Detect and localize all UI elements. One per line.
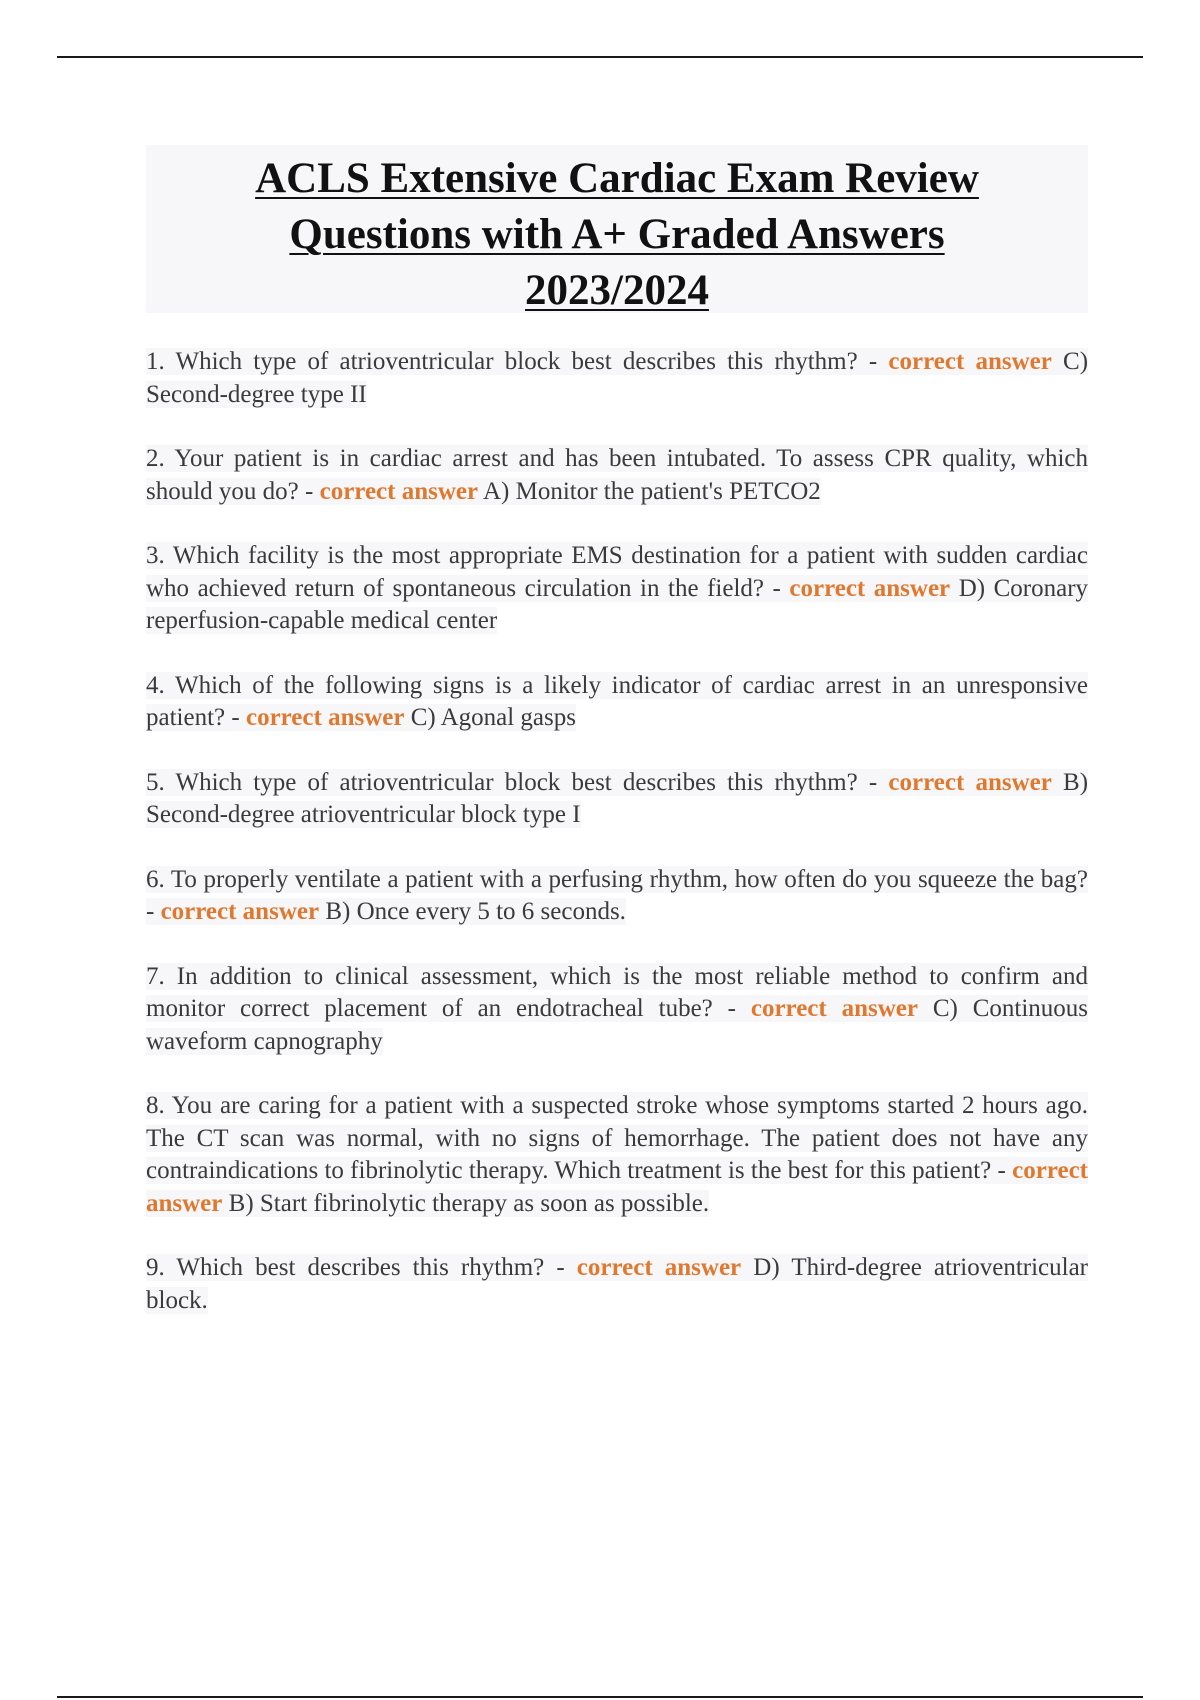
title-line: Questions with A+ Graded Answers	[289, 211, 945, 258]
answer-text: D) Coronary reperfusion-capable medical center	[146, 574, 1089, 634]
answer-text: B) Once every 5 to 6 seconds.	[325, 898, 626, 925]
title-line: ACLS Extensive Cardiac Exam Review	[255, 155, 979, 202]
correct-answer-label: correct answer	[576, 1254, 742, 1281]
question-item-5	[146, 767, 1088, 832]
separator: -	[991, 1157, 1013, 1184]
question-item-4	[146, 670, 1088, 735]
separator: -	[544, 1254, 577, 1281]
answer-text: C) Agonal gasps	[410, 704, 576, 731]
correct-answer-label: correct answer	[245, 704, 405, 731]
correct-answer-label: correct answer	[160, 898, 320, 925]
title-line: 2023/2024	[525, 267, 709, 314]
answer-text: C) Second-degree type II	[146, 348, 1089, 408]
question-text: 4. Which of the following signs is a likely indicator of cardiac arrest in an unresponsive patient?	[146, 671, 1088, 731]
bottom-rule	[57, 1696, 1143, 1698]
question-text: 1. Which type of atrioventricular block best describes this rhythm?	[146, 348, 858, 375]
document-title	[146, 145, 1088, 319]
separator: -	[857, 768, 889, 796]
title-block	[146, 145, 1088, 313]
question-text: 8. You are caring for a patient with a suspected stroke whose symptoms started 2 hours ago. The CT scan was normal, with no signs of hemorrhage. The patient does not have any contraindications to fibrinolytic therapy. Which treatment is the best for this patient?	[146, 1092, 1088, 1184]
correct-answer-label: correct answer	[789, 574, 951, 602]
correct-answer-label: correct answer	[146, 1157, 1088, 1217]
question-item-2	[146, 443, 1088, 508]
separator: -	[857, 348, 889, 375]
question-text: 7. In addition to clinical assessment, which is the most reliable method to confirm and monitor correct placement of an endotracheal tube?	[146, 962, 1088, 1022]
separator: -	[225, 704, 246, 731]
question-item-7	[146, 961, 1088, 1059]
separator: -	[146, 898, 161, 925]
correct-answer-label: correct answer	[888, 768, 1052, 796]
question-text: 3. Which facility is the most appropriate EMS destination for a patient with sudden cardiac who achieved return of spontaneous circulation in the field?	[146, 542, 1088, 602]
question-list	[146, 346, 1088, 1349]
separator: -	[298, 477, 320, 505]
answer-text: A) Monitor the patient's PETCO2	[482, 477, 821, 505]
question-item-9	[146, 1252, 1088, 1317]
answer-text: B) Second-degree atrioventricular block type I	[146, 768, 1089, 828]
separator: -	[764, 574, 790, 602]
question-text: 6. To properly ventilate a patient with a perfusing rhythm, how often do you squeeze the bag?	[146, 865, 1088, 893]
question-item-1	[146, 346, 1088, 411]
answer-text: D) Third-degree atrioventricular block.	[146, 1254, 1089, 1314]
correct-answer-label: correct answer	[750, 995, 918, 1022]
answer-text: C) Continuous waveform capnography	[146, 995, 1089, 1055]
correct-answer-label: correct answer	[888, 348, 1052, 375]
question-text: 5. Which type of atrioventricular block best describes this rhythm?	[146, 768, 858, 796]
top-rule	[57, 56, 1143, 58]
question-text: 2. Your patient is in cardiac arrest and has been intubated. To assess CPR quality, which should you do?	[146, 445, 1088, 505]
answer-text: B) Start fibrinolytic therapy as soon as possible.	[228, 1189, 710, 1217]
correct-answer-label: correct answer	[319, 477, 479, 505]
question-text: 9. Which best describes this rhythm?	[146, 1254, 545, 1281]
question-item-6	[146, 864, 1088, 929]
separator: -	[712, 995, 751, 1022]
question-item-3	[146, 540, 1088, 638]
question-item-8	[146, 1090, 1088, 1220]
